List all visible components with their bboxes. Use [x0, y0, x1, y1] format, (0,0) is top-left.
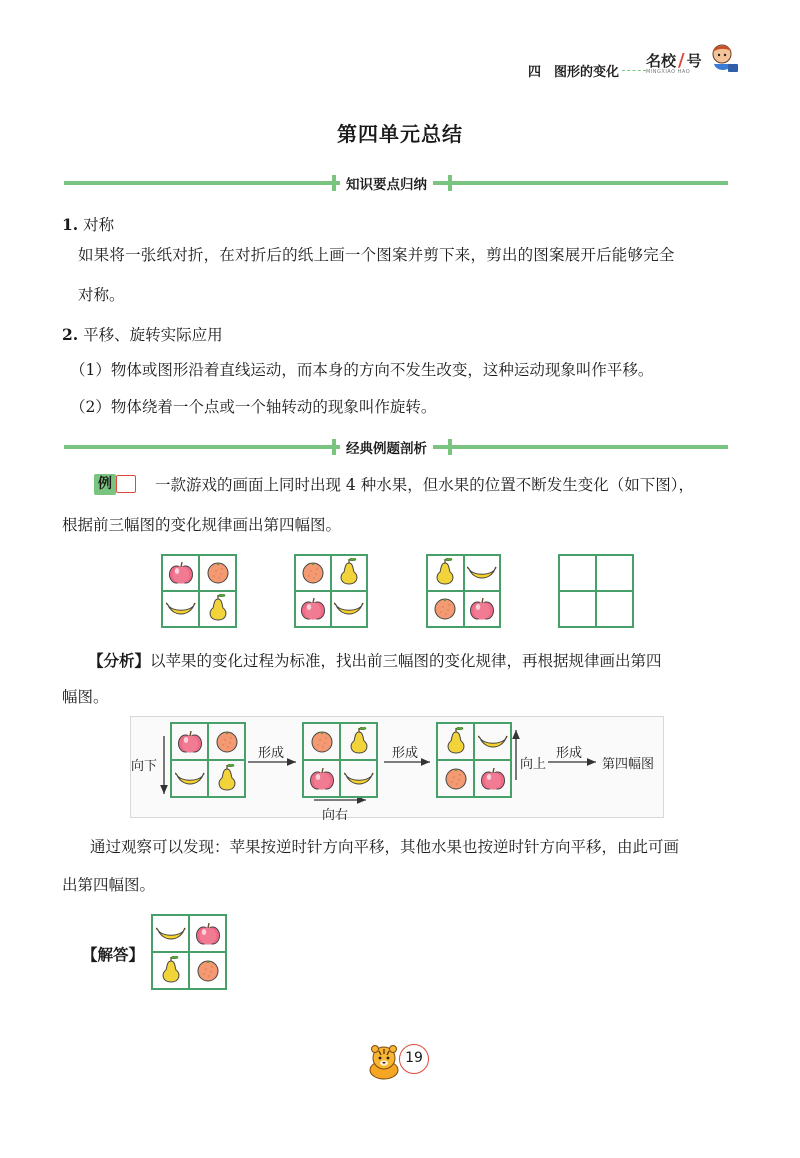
banner-cap-right — [448, 439, 452, 455]
fruit-grid-2 — [294, 554, 368, 628]
grid-cell — [559, 555, 596, 591]
grid-cell — [189, 952, 226, 989]
grid-cell — [331, 591, 367, 627]
item-1-text-line-1: 如果将一张纸对折，在对折后的纸上画一个图案并剪下来，剪出的图案展开后能够完全 — [78, 246, 675, 264]
label-up: 向上 — [520, 757, 547, 772]
example-badge-box — [116, 475, 136, 493]
grid-cell — [295, 555, 331, 591]
banana-icon — [344, 764, 374, 794]
apple-icon — [307, 764, 337, 794]
pear-icon — [156, 956, 186, 986]
grid-cell — [171, 723, 208, 760]
banana-icon — [478, 727, 508, 757]
grid-cell — [199, 591, 236, 627]
diagram-grid-1 — [170, 722, 246, 798]
grid-cell — [199, 555, 236, 591]
orange-icon — [203, 558, 233, 588]
grid-cell — [152, 915, 189, 952]
grid-cell — [474, 760, 511, 797]
label-fourth: 第四幅图 — [602, 757, 655, 772]
pear-icon — [203, 594, 233, 624]
grid-cell — [331, 555, 367, 591]
item-1-heading: 1. 对称 — [62, 215, 115, 234]
grid-cell — [427, 591, 464, 627]
grid-cell — [437, 723, 474, 760]
example-badge: 例 — [94, 474, 116, 495]
grid-cell — [295, 591, 331, 627]
grid-cell — [189, 915, 226, 952]
item-2-heading: 2. 平移、旋转实际应用 — [62, 325, 223, 344]
example-text-line-2: 根据前三幅图的变化规律画出第四幅图。 — [62, 516, 342, 534]
banana-icon — [175, 764, 205, 794]
grid-cell — [303, 760, 340, 797]
example-text-line-1: 一款游戏的画面上同时出现 4 种水果，但水果的位置不断发生变化（如下图）， — [155, 476, 694, 494]
banner-label: 经典例题剖析 — [340, 437, 433, 457]
fruit-grid-1 — [161, 554, 237, 628]
grid-cell — [162, 555, 199, 591]
pear-icon — [430, 558, 460, 588]
header-dashes — [622, 70, 646, 71]
grid-cell — [596, 591, 633, 627]
section-banner-examples — [64, 437, 728, 457]
banner-cap-left — [332, 439, 336, 455]
banner-cap-left — [332, 175, 336, 191]
page-number-badge — [399, 1044, 429, 1074]
grid-cell — [464, 591, 501, 627]
pear-icon — [441, 727, 471, 757]
page-title: 第四单元总结 — [337, 122, 463, 146]
analysis-line-1: 【分析】以苹果的变化过程为标准，找出前三幅图的变化规律，再根据规律画出第四 — [88, 652, 662, 670]
orange-icon — [193, 956, 223, 986]
grid-cell — [208, 723, 245, 760]
label-down: 向下 — [131, 759, 158, 774]
grid-cell — [474, 723, 511, 760]
diagram-grid-2 — [302, 722, 378, 798]
banana-icon — [166, 594, 196, 624]
brand-logo: 名校 / 号 — [646, 50, 702, 71]
answer-grid — [151, 914, 227, 990]
banner-label: 知识要点归纳 — [340, 173, 433, 193]
analysis-line-2: 幅图。 — [62, 688, 109, 706]
grid-cell — [162, 591, 199, 627]
section-banner-knowledge — [64, 173, 728, 193]
pear-icon — [344, 727, 374, 757]
grid-cell — [340, 723, 377, 760]
grid-cell — [303, 723, 340, 760]
answer-label: 【解答】 — [82, 946, 145, 964]
orange-icon — [441, 764, 471, 794]
grid-cell — [559, 591, 596, 627]
chapter-header: 四 图形的变化 — [528, 65, 620, 80]
banana-icon — [467, 558, 497, 588]
label-right: 向右 — [322, 808, 349, 823]
banner-cap-right — [448, 175, 452, 191]
grid-cell — [152, 952, 189, 989]
empty-grid-4 — [558, 554, 634, 628]
grid-cell — [427, 555, 464, 591]
tiger-mascot-icon — [365, 1044, 403, 1080]
grid-cell — [464, 555, 501, 591]
banana-icon — [334, 594, 364, 624]
pear-icon — [212, 764, 242, 794]
observation-line-2: 出第四幅图。 — [62, 876, 156, 894]
item-1-text-line-2: 对称。 — [78, 286, 125, 304]
grid-cell — [596, 555, 633, 591]
orange-icon — [212, 727, 242, 757]
grid-cell — [340, 760, 377, 797]
observation-line-1: 通过观察可以发现：苹果按逆时针方向平移，其他水果也按逆时针方向平移，由此可画 — [90, 838, 680, 856]
grid-cell — [437, 760, 474, 797]
orange-icon — [298, 558, 328, 588]
mascot-icon — [708, 42, 740, 76]
apple-icon — [193, 919, 223, 949]
page-number: 19 — [405, 1050, 423, 1066]
item-2-sub-1: （1）物体或图形沿着直线运动，而本身的方向不发生改变，这种运动现象叫作平移。 — [70, 361, 654, 379]
brand-subtitle: MINGXIAO HAO — [646, 69, 691, 75]
apple-icon — [467, 594, 497, 624]
apple-icon — [175, 727, 205, 757]
orange-icon — [307, 727, 337, 757]
label-form-2: 形成 — [392, 746, 419, 761]
grid-cell — [171, 760, 208, 797]
label-form-3: 形成 — [556, 746, 583, 761]
banana-icon — [156, 919, 186, 949]
apple-icon — [166, 558, 196, 588]
orange-icon — [430, 594, 460, 624]
grid-cell — [208, 760, 245, 797]
diagram-grid-3 — [436, 722, 512, 798]
apple-icon — [478, 764, 508, 794]
apple-icon — [298, 594, 328, 624]
fruit-grid-3 — [426, 554, 501, 628]
label-form-1: 形成 — [258, 746, 285, 761]
item-2-sub-2: （2）物体绕着一个点或一个轴转动的现象叫作旋转。 — [70, 398, 437, 416]
pear-icon — [334, 558, 364, 588]
